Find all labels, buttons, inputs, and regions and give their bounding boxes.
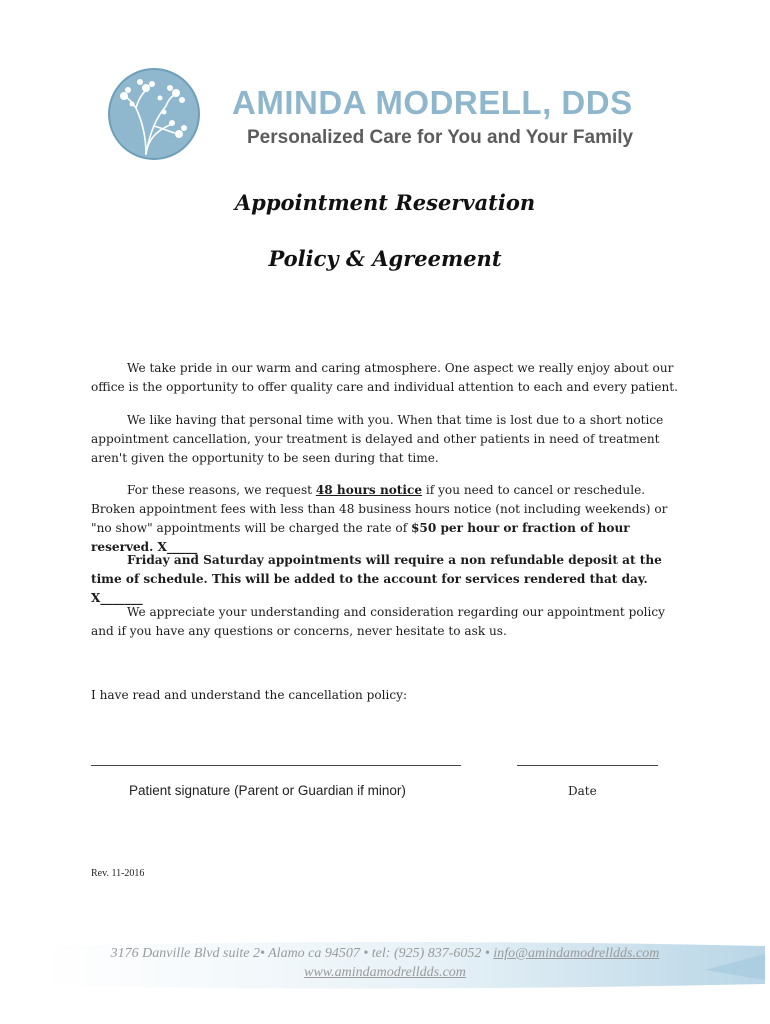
date-label: Date bbox=[568, 784, 597, 798]
footer-contact: 3176 Danville Blvd suite 2• Alamo ca 94507 • tel: (925) 837-6052 • info@amindamodrelldds.com bbox=[110, 946, 660, 961]
brand-name: AMINDA MODRELL, DDS bbox=[232, 84, 633, 121]
date-line[interactable] bbox=[517, 765, 658, 766]
email-link[interactable]: info@amindamodrelldds.com bbox=[493, 946, 660, 961]
policy-paragraph-personal-time: We like having that personal time with you. When that time is lost due to a short notice appointment cancellation, your treatment is delayed and other patients in need of treatment aren't given the opportunity to be seen during that time. bbox=[91, 413, 664, 465]
practice-logo bbox=[106, 66, 202, 162]
fee-rate: $50 per hour or fraction of hour reserved bbox=[91, 521, 630, 554]
notice-requirement: 48 hours notice bbox=[315, 483, 423, 497]
footer-website bbox=[0, 965, 770, 981]
acknowledgement-statement: I have read and understand the cancellation policy: bbox=[91, 688, 408, 702]
policy-paragraph-intro: We take pride in our warm and caring atmosphere. One aspect we really enjoy about our office is the opportunity to offer quality care and individual attention to each and every patient. bbox=[91, 361, 678, 394]
policy-paragraph-closing: We appreciate your understanding and consideration regarding our appointment policy and if you have any questions or concerns, never hesitate to ask us. bbox=[91, 605, 665, 638]
policy-paragraph-deposit: Friday and Saturday appointments will require a non refundable deposit at the time of schedule. This will be added to the account for services rendered that day. X_______ bbox=[91, 553, 662, 605]
revision-label: Rev. 11-2016 bbox=[91, 868, 145, 879]
brand-tagline: Personalized Care for You and Your Family bbox=[247, 127, 634, 148]
website-link[interactable]: www.amindamodrelldds.com bbox=[304, 965, 466, 980]
policy-paragraph-cancellation: For these reasons, we request 48 hours notice if you need to cancel or reschedule. Broken appointment fees with less than 48 business hours notice (not including weekends) or "no show" appointments will be charged the rate of $50 per hour or fraction of hour reserved. X_____ bbox=[91, 483, 668, 554]
document-title: Appointment Reservation bbox=[234, 190, 536, 215]
document-subtitle: Policy & Agreement bbox=[268, 246, 502, 271]
patient-signature-line[interactable] bbox=[91, 765, 461, 766]
patient-signature-label: Patient signature (Parent or Guardian if minor) bbox=[129, 783, 406, 798]
